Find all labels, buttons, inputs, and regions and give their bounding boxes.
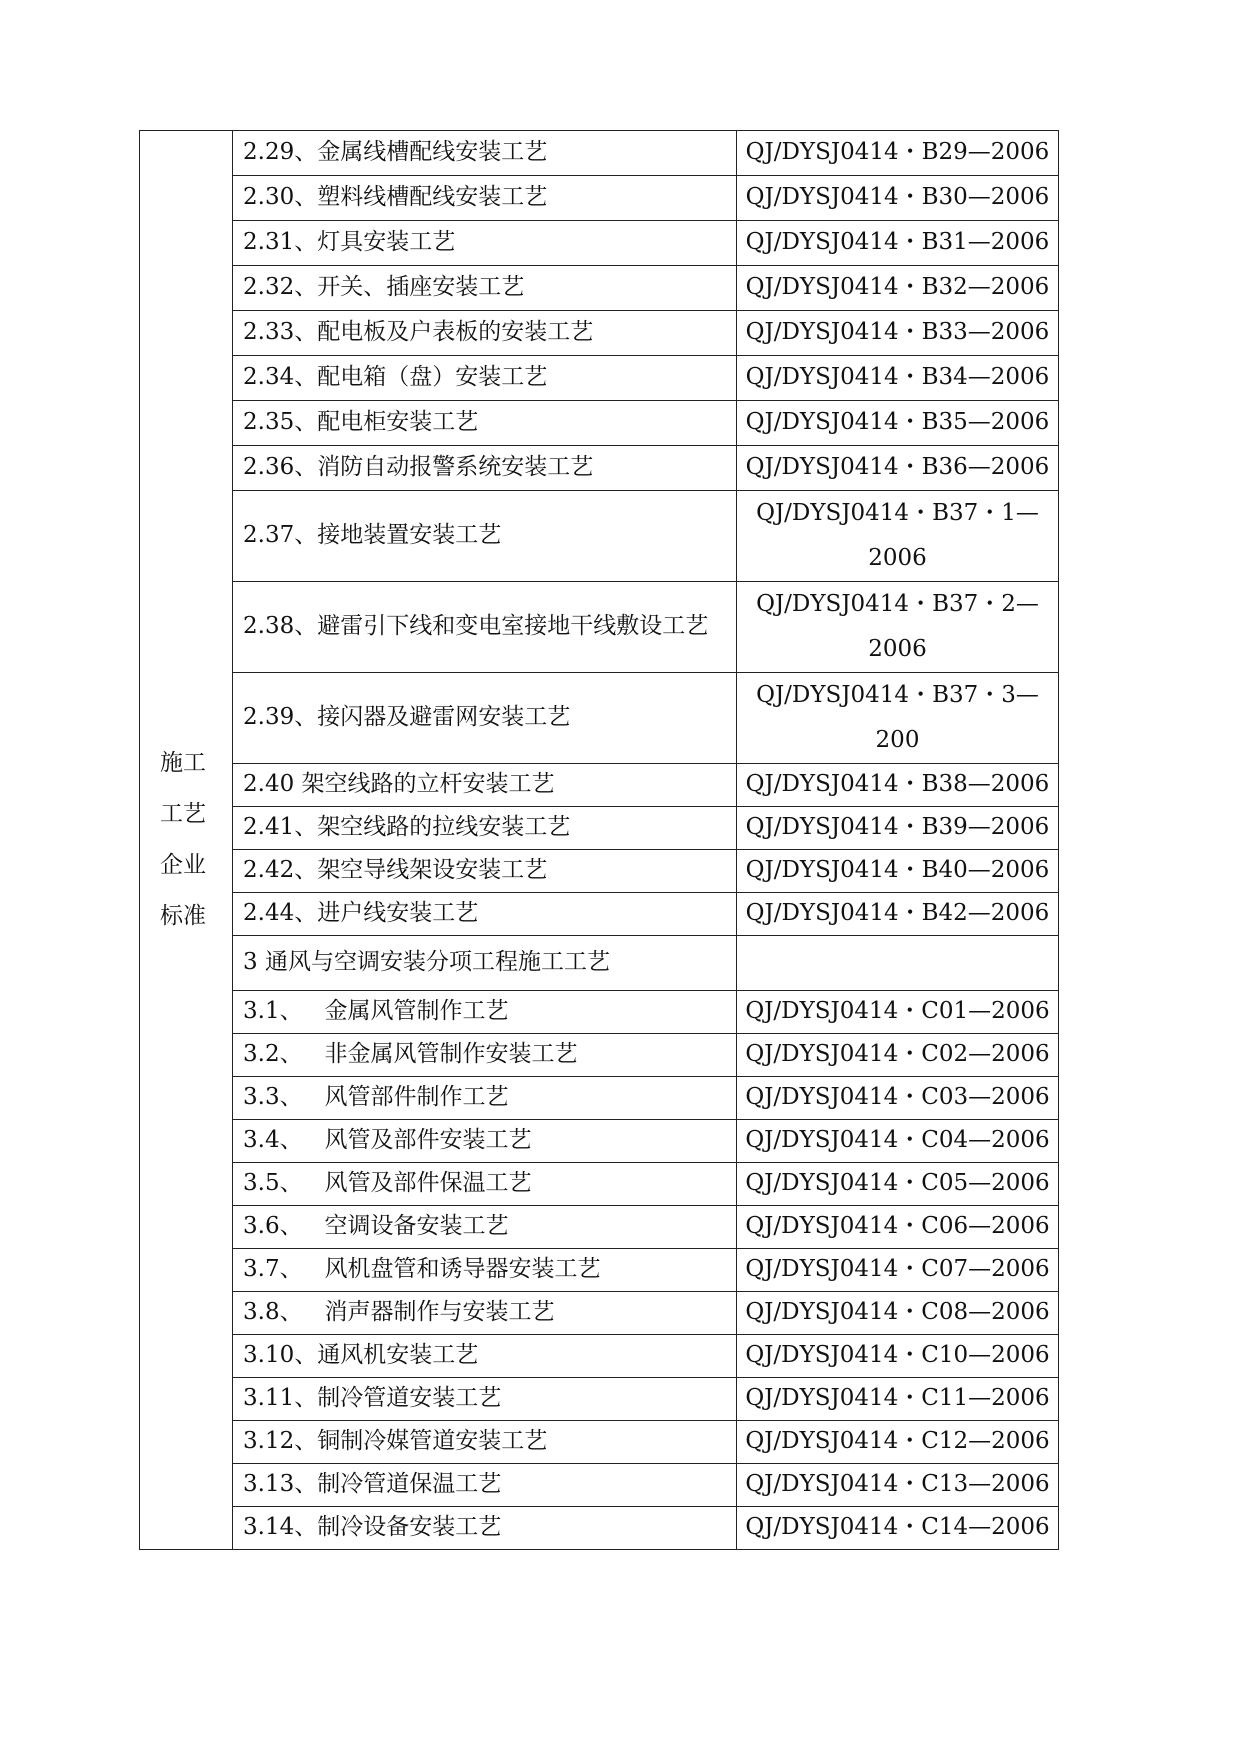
standard-name: 2.32、开关、插座安装工艺: [233, 266, 737, 311]
standard-name: 2.38、避雷引下线和变电室接地干线敷设工艺: [233, 582, 737, 673]
standard-code: QJ/DYSJ0414・C04—2006: [737, 1120, 1059, 1163]
standard-code: QJ/DYSJ0414・C06—2006: [737, 1206, 1059, 1249]
table-row: [140, 266, 1059, 311]
category-cell: [140, 131, 233, 1550]
standard-code: QJ/DYSJ0414・C12—2006: [737, 1421, 1059, 1464]
table-row: [140, 1034, 1059, 1077]
standard-code: QJ/DYSJ0414・B39—2006: [737, 807, 1059, 850]
table-row: [140, 1206, 1059, 1249]
standard-code: QJ/DYSJ0414・B42—2006: [737, 893, 1059, 936]
standard-name: 2.34、配电箱（盘）安装工艺: [233, 356, 737, 401]
standard-code: QJ/DYSJ0414・C10—2006: [737, 1335, 1059, 1378]
standard-code: QJ/DYSJ0414・C05—2006: [737, 1163, 1059, 1206]
standard-name: 3.3、 风管部件制作工艺: [233, 1077, 737, 1120]
standard-name: 2.37、接地装置安装工艺: [233, 491, 737, 582]
standard-name: 3.2、 非金属风管制作安装工艺: [233, 1034, 737, 1077]
standard-name: 2.44、进户线安装工艺: [233, 893, 737, 936]
category-label: 施工工艺企业标准: [160, 750, 206, 929]
standard-name: 3.11、制冷管道安装工艺: [233, 1378, 737, 1421]
standard-code: QJ/DYSJ0414・B38—2006: [737, 764, 1059, 807]
standard-code: QJ/DYSJ0414・C08—2006: [737, 1292, 1059, 1335]
table-row: [140, 1292, 1059, 1335]
standard-code: QJ/DYSJ0414・B37・2—2006: [737, 582, 1059, 673]
standard-name: 2.41、架空线路的拉线安装工艺: [233, 807, 737, 850]
standard-code: QJ/DYSJ0414・C01—2006: [737, 991, 1059, 1034]
standard-code: [737, 936, 1059, 991]
table-row: [140, 1421, 1059, 1464]
standard-code: QJ/DYSJ0414・B32—2006: [737, 266, 1059, 311]
standard-code: QJ/DYSJ0414・C14—2006: [737, 1507, 1059, 1550]
table-row: [140, 446, 1059, 491]
standard-code: QJ/DYSJ0414・B29—2006: [737, 131, 1059, 176]
table-row: [140, 850, 1059, 893]
standard-name: 3.1、 金属风管制作工艺: [233, 991, 737, 1034]
standard-name: 3.7、 风机盘管和诱导器安装工艺: [233, 1249, 737, 1292]
table-row: [140, 491, 1059, 582]
section-heading: 3 通风与空调安装分项工程施工工艺: [233, 936, 737, 991]
table-row: [140, 936, 1059, 991]
standard-name: 3.5、 风管及部件保温工艺: [233, 1163, 737, 1206]
standard-name: 2.29、金属线槽配线安装工艺: [233, 131, 737, 176]
table-row: [140, 807, 1059, 850]
standard-name: 2.40 架空线路的立杆安装工艺: [233, 764, 737, 807]
standard-code: QJ/DYSJ0414・C13—2006: [737, 1464, 1059, 1507]
table-row: [140, 1077, 1059, 1120]
standard-code: QJ/DYSJ0414・B33—2006: [737, 311, 1059, 356]
standard-code: QJ/DYSJ0414・B40—2006: [737, 850, 1059, 893]
table-row: [140, 582, 1059, 673]
table-row: [140, 1249, 1059, 1292]
standard-code: QJ/DYSJ0414・B37・1—2006: [737, 491, 1059, 582]
standard-name: 2.42、架空导线架设安装工艺: [233, 850, 737, 893]
standard-name: 3.4、 风管及部件安装工艺: [233, 1120, 737, 1163]
table-row: [140, 1464, 1059, 1507]
standard-code: QJ/DYSJ0414・B30—2006: [737, 176, 1059, 221]
standard-code: QJ/DYSJ0414・B36—2006: [737, 446, 1059, 491]
table-row: [140, 176, 1059, 221]
standard-name: 2.30、塑料线槽配线安装工艺: [233, 176, 737, 221]
table-row: [140, 221, 1059, 266]
standard-name: 3.8、 消声器制作与安装工艺: [233, 1292, 737, 1335]
table-row: [140, 356, 1059, 401]
standard-name: 2.36、消防自动报警系统安装工艺: [233, 446, 737, 491]
table-row: [140, 1378, 1059, 1421]
table-row: [140, 893, 1059, 936]
standard-name: 2.31、灯具安装工艺: [233, 221, 737, 266]
table-row: [140, 401, 1059, 446]
standard-name: 3.13、制冷管道保温工艺: [233, 1464, 737, 1507]
table-row: [140, 1507, 1059, 1550]
standard-code: QJ/DYSJ0414・B37・3—200: [737, 673, 1059, 764]
table-row: [140, 1335, 1059, 1378]
table-row: [140, 764, 1059, 807]
table-row: [140, 673, 1059, 764]
standard-code: QJ/DYSJ0414・C11—2006: [737, 1378, 1059, 1421]
table-row: [140, 991, 1059, 1034]
standard-name: 3.6、 空调设备安装工艺: [233, 1206, 737, 1249]
standard-code: QJ/DYSJ0414・B35—2006: [737, 401, 1059, 446]
standard-code: QJ/DYSJ0414・C07—2006: [737, 1249, 1059, 1292]
standard-code: QJ/DYSJ0414・B34—2006: [737, 356, 1059, 401]
standard-name: 2.33、配电板及户表板的安装工艺: [233, 311, 737, 356]
table-row: [140, 131, 1059, 176]
standard-code: QJ/DYSJ0414・C03—2006: [737, 1077, 1059, 1120]
standards-table: [139, 130, 1059, 1550]
standard-name: 3.14、制冷设备安装工艺: [233, 1507, 737, 1550]
table-row: [140, 1163, 1059, 1206]
standard-code: QJ/DYSJ0414・C02—2006: [737, 1034, 1059, 1077]
standard-code: QJ/DYSJ0414・B31—2006: [737, 221, 1059, 266]
table-row: [140, 311, 1059, 356]
standard-name: 3.12、铜制冷媒管道安装工艺: [233, 1421, 737, 1464]
standard-name: 2.39、接闪器及避雷网安装工艺: [233, 673, 737, 764]
standard-name: 2.35、配电柜安装工艺: [233, 401, 737, 446]
table-row: [140, 1120, 1059, 1163]
standard-name: 3.10、通风机安装工艺: [233, 1335, 737, 1378]
